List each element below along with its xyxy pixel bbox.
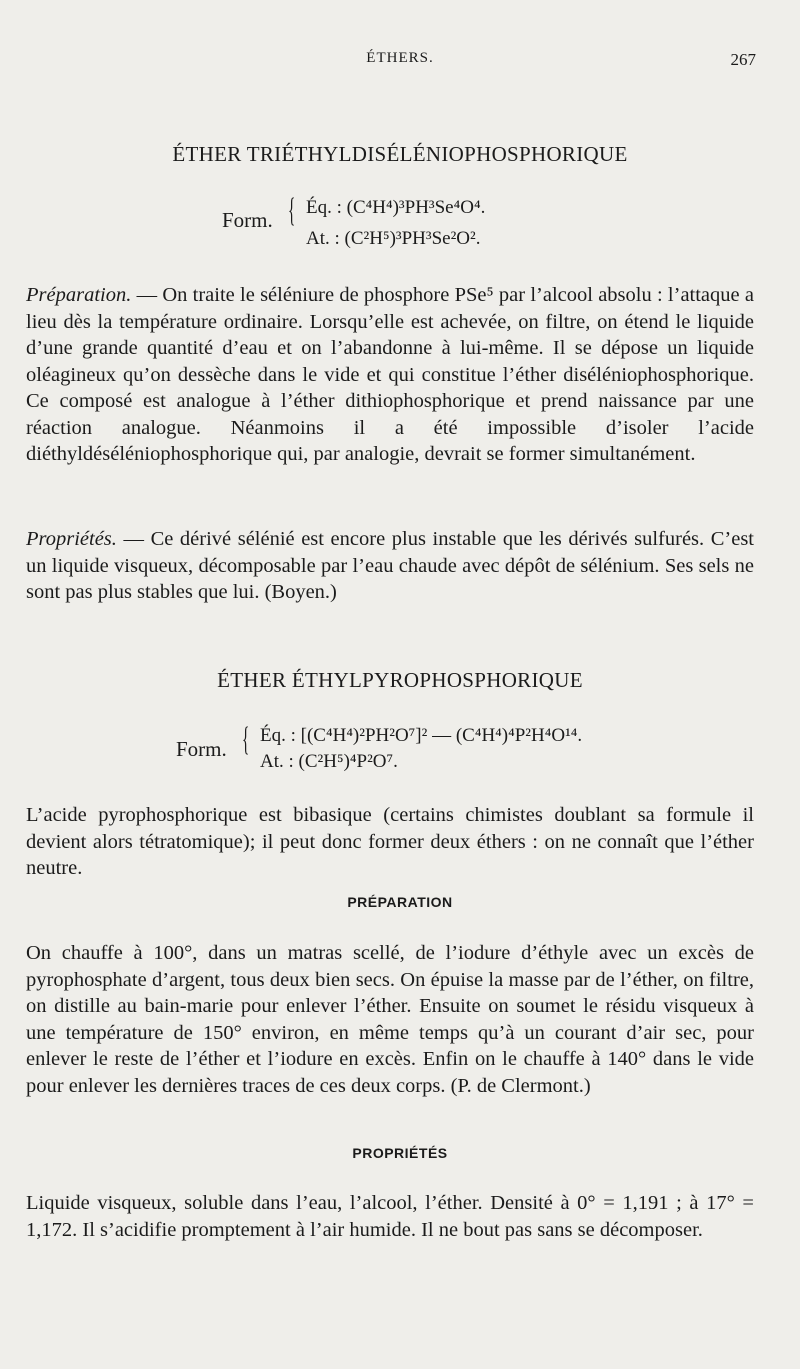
formula2-at: (C²H⁵)⁴P²O⁷. bbox=[298, 751, 398, 772]
formula2-eq-line bbox=[260, 725, 582, 747]
preparation-lead: Préparation. bbox=[26, 284, 132, 306]
intro-paragraph: L’acide pyrophosphorique est bibasique (certains chimistes doublant sa formule il devient alors tétratomique); il peut donc former deux éthers : on ne connaît que l’éther neutre. bbox=[26, 804, 754, 879]
section-title-triethyl: ÉTHER TRIÉTHYLDISÉLÉNIOPHOSPHORIQUE bbox=[172, 142, 628, 166]
formula-eq-label: Éq. : bbox=[306, 197, 342, 218]
properties2-paragraph: Liquide visqueux, soluble dans l’eau, l’alcool, l’éther. Densité à 0° = 1,191 ; à 17° = 1,172. Il s’acidifie promptement à l’air humide. Il ne bout pas sans se décomposer. bbox=[26, 1192, 754, 1241]
properties-text: — Ce dérivé sélénié est encore plus instable que les dérivés sulfurés. C’est un liquide visqueux, décomposable par l’eau chaude avec dépôt de sélénium. Ses sels ne sont pas plus stables que lui. (Boyen.) bbox=[26, 528, 754, 603]
running-title: ÉTHERS. bbox=[366, 50, 434, 66]
section-title-pyro: ÉTHER ÉTHYLPYROPHOSPHORIQUE bbox=[217, 668, 583, 692]
properties-heading: PROPRIÉTÉS bbox=[352, 1145, 448, 1161]
formula-brace: { bbox=[288, 192, 296, 229]
formula-label: Form. bbox=[222, 208, 273, 232]
formula-at: (C²H⁵)³PH³Se²O². bbox=[344, 228, 481, 249]
formula-at-line bbox=[306, 228, 480, 250]
formula-eq-line bbox=[306, 197, 485, 219]
formula-eq: (C⁴H⁴)³PH³Se⁴O⁴. bbox=[346, 197, 486, 218]
page-number: 267 bbox=[730, 50, 756, 69]
properties-lead: Propriétés. bbox=[26, 528, 117, 550]
formula2-eq-label: Éq. : bbox=[260, 725, 296, 746]
preparation2-paragraph: On chauffe à 100°, dans un matras scellé, de l’iodure d’éthyle avec un excès de pyrophosphate d’argent, tous deux bien secs. On épuise la masse par de l’éther, on filtre, on distille au bain-marie pour enlever l’éther. Ensuite on soumet le résidu visqueux à une température de 150° environ, en même temps qu’à un courant d’air sec, pour enlever le reste de l’éther et l’iodure en excès. Enfin on le chauffe à 140° dans le vide pour enlever les dernières traces de ces deux corps. (P. de Clermont.) bbox=[26, 942, 754, 1097]
preparation-text: — On traite le séléniure de phosphore PSe⁵ par l’alcool absolu : l’attaque a lieu dès la température ordinaire. Lorsqu’elle est achevée, on filtre, on étend le liquide d’une grande quantité d’eau et on l’abandonne à lui-même. Il se dépose un liquide oléagineux qu’on dessèche dans le vide et qui constitue l’éther diséléniophosphorique. Ce composé est analogue à l’éther dithiophosphorique et prend naissance par une réaction analogue. Néanmoins il a été impossible d’isoler l’acide diéthyldéséléniophosphorique qui, par analogie, devrait se former simultanément. bbox=[26, 284, 754, 465]
formula2-eq: [(C⁴H⁴)²PH²O⁷]² — (C⁴H⁴)⁴P²H⁴O¹⁴. bbox=[300, 725, 583, 746]
formula2-at-line bbox=[260, 751, 398, 773]
properties-paragraph bbox=[26, 526, 754, 606]
preparation-paragraph bbox=[26, 282, 754, 468]
formula2-label: Form. bbox=[176, 737, 227, 761]
preparation-heading: PRÉPARATION bbox=[347, 894, 453, 910]
formula2-brace: { bbox=[242, 721, 250, 758]
formula2-at-label: At. : bbox=[260, 751, 294, 772]
formula-at-label: At. : bbox=[306, 228, 340, 249]
